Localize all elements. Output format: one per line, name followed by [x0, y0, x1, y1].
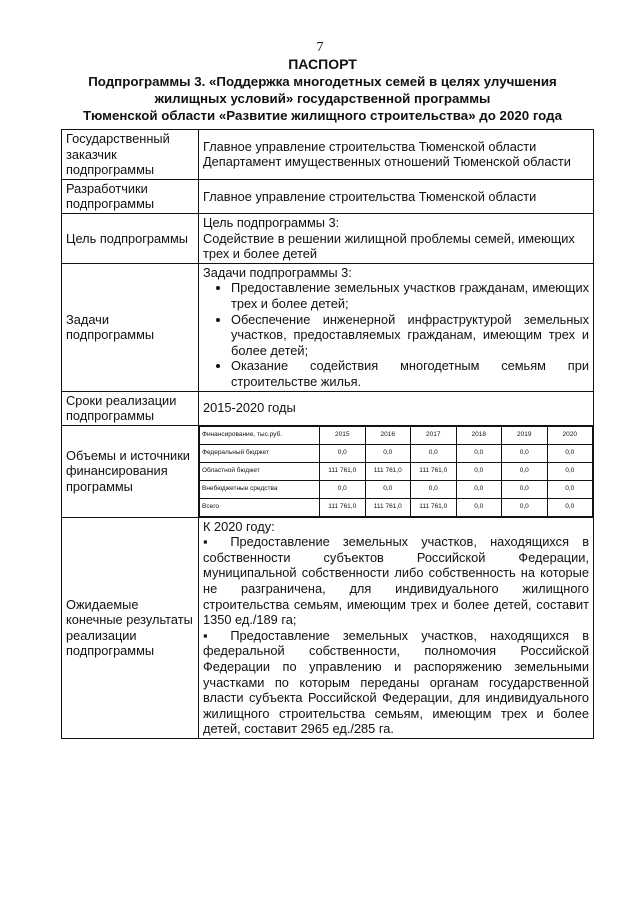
tasks-list: [203, 280, 589, 389]
row-period: [62, 391, 594, 425]
result-item-2: ▪ Предоставление земельных участков, находящихся в федеральной собственности, полномочия Российской Федерации по управлению и распоряжению земельными участками по которым переданы органам государственной власти субъекта Российской Федерации, для индивидуального жилищного строительства семьям, имеющим трех и более детей, составит 2965 ед./285 га.: [203, 627, 589, 737]
row-customer: [62, 130, 594, 180]
row-developers: [62, 179, 594, 213]
customer-line-1: Главное управление строительства Тюменской области: [203, 138, 537, 154]
period-value: 2015-2020 годы: [199, 391, 594, 425]
developers-value: Главное управление строительства Тюменской области: [199, 179, 594, 213]
financing-header-year: 2019: [502, 426, 548, 444]
financing-header-year: 2018: [456, 426, 502, 444]
financing-cell: 0,0: [456, 444, 502, 462]
results-value: [199, 517, 594, 738]
financing-row-total: [200, 498, 593, 516]
tasks-heading: Задачи подпрограммы 3:: [203, 264, 352, 280]
task-item-1: • Предоставление земельных участков гражданам, имеющих трех и более детей;: [231, 280, 589, 311]
financing-row: [200, 444, 593, 462]
developers-label: Разработчики подпрограммы: [62, 179, 199, 213]
document-heading: [40, 56, 605, 124]
task-item-2: • Обеспечение инженерной инфраструктурой земельных участков, предоставляемых гражданам, имеющим трех и более детей;: [231, 312, 589, 359]
financing-cell: 111 761,0: [320, 462, 366, 480]
task-item-3: • Оказание содействия многодетным семьям при строительстве жилья.: [231, 358, 589, 389]
financing-cell: 111 761,0: [411, 498, 457, 516]
financing-cell: 0,0: [547, 480, 593, 498]
financing-cell: 0,0: [502, 480, 548, 498]
financing-value: [199, 425, 594, 517]
financing-cell: 0,0: [502, 498, 548, 516]
financing-cell: 0,0: [547, 498, 593, 516]
financing-row: [200, 462, 593, 480]
financing-header-year: 2015: [320, 426, 366, 444]
customer-value: [199, 130, 594, 180]
row-tasks: [62, 263, 594, 391]
tasks-label: Задачи подпрограммы: [62, 263, 199, 391]
financing-cell: 0,0: [411, 444, 457, 462]
financing-label: Объемы и источники финансирования программы: [62, 425, 199, 517]
goal-heading: Цель подпрограммы 3:: [203, 214, 340, 230]
financing-source: Внебюджетные средства: [200, 480, 320, 498]
financing-cell: 111 761,0: [320, 498, 366, 516]
financing-cell: 0,0: [320, 444, 366, 462]
financing-cell: 0,0: [547, 462, 593, 480]
financing-header-year: 2017: [411, 426, 457, 444]
subtitle-line-2: жилищных условий» государственной программы: [154, 91, 491, 106]
goal-label: Цель подпрограммы: [62, 213, 199, 263]
financing-header-year: 2016: [365, 426, 411, 444]
financing-header-year: 2020: [547, 426, 593, 444]
row-goal: [62, 213, 594, 263]
financing-cell: 0,0: [456, 480, 502, 498]
financing-cell: 0,0: [365, 480, 411, 498]
financing-cell: 111 761,0: [365, 462, 411, 480]
financing-source: Областной бюджет: [200, 462, 320, 480]
results-label: Ожидаемые конечные результаты реализации подпрограммы: [62, 517, 199, 738]
tasks-value: [199, 263, 594, 391]
period-label: Сроки реализации подпрограммы: [62, 391, 199, 425]
financing-cell: 0,0: [365, 444, 411, 462]
document-title: ПАСПОРТ: [288, 56, 357, 72]
row-results: [62, 517, 594, 738]
financing-row: [200, 480, 593, 498]
financing-header-row: [200, 426, 593, 444]
financing-header-label: Финансирование, тыс.руб.: [200, 426, 320, 444]
financing-cell: 111 761,0: [365, 498, 411, 516]
financing-table: [199, 426, 593, 517]
customer-label: Государственный заказчик подпрограммы: [62, 130, 199, 180]
financing-cell: 0,0: [411, 480, 457, 498]
subtitle-line-3: Тюменской области «Развитие жилищного строительства» до 2020 года: [83, 108, 562, 123]
page-number: 7: [316, 40, 324, 55]
financing-cell: 0,0: [547, 444, 593, 462]
financing-source: Федеральный бюджет: [200, 444, 320, 462]
financing-cell: 0,0: [320, 480, 366, 498]
goal-text: Содействие в решении жилищной проблемы семей, имеющих трех и более детей: [203, 230, 575, 262]
subtitle-line-1: Подпрограммы 3. «Поддержка многодетных семей в целях улучшения: [88, 74, 557, 89]
row-financing: [62, 425, 594, 517]
financing-cell: 0,0: [456, 498, 502, 516]
customer-line-2: Департамент имущественных отношений Тюменской области: [203, 154, 571, 170]
financing-cell: 0,0: [502, 444, 548, 462]
financing-cell: 0,0: [502, 462, 548, 480]
passport-table: [61, 129, 594, 739]
result-item-1: ▪ Предоставление земельных участков, находящихся в собственности субъектов Российской Федерации, муниципальной собственности либо собственность на которые не разграничена, для индивидуального жилищного строительства семьям, имеющим трех и более детей, составит 1350 ед./189 га;: [203, 534, 589, 628]
financing-source: Всего: [200, 498, 320, 516]
results-intro: К 2020 году:: [203, 518, 275, 534]
financing-cell: 111 761,0: [411, 462, 457, 480]
goal-value: [199, 213, 594, 263]
financing-cell: 0,0: [456, 462, 502, 480]
